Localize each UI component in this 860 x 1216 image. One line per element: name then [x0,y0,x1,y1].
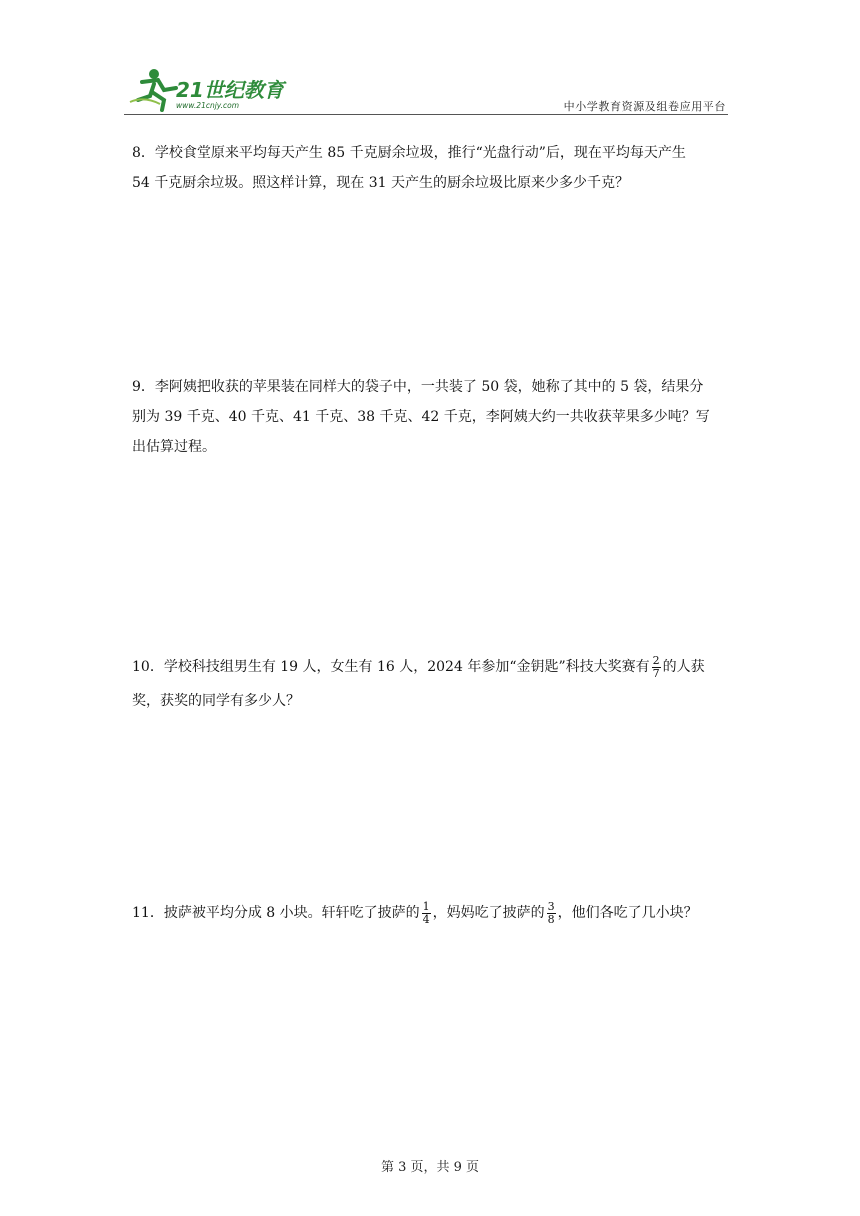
question-9-line-2: 别为 39 千克、40 千克、41 千克、38 千克、42 千克，李阿姨大约一共收获苹果多少吨？写 [132,409,710,425]
question-9-line-3: 出估算过程。 [132,439,216,455]
question-8-line-1: 8．学校食堂原来平均每天产生 85 千克厨余垃圾，推行“光盘行动”后，现在平均每天产生 [132,145,686,161]
question-11-text-b: ，妈妈吃了披萨的 [432,905,545,921]
question-8 [132,138,732,198]
fraction-one-quarter: $\frac{1}{4}$ [422,899,430,926]
logo-text: 21世纪教育 [176,78,284,102]
question-8-line-2: 54 千克厨余垃圾。照这样计算，现在 31 天产生的厨余垃圾比原来少多少千克？ [132,175,629,191]
question-9 [132,372,732,462]
question-11-text-a: 11．披萨被平均分成 8 小块。轩轩吃了披萨的 [132,905,420,921]
fraction-three-eighths: $\frac{3}{8}$ [547,899,555,926]
question-11-line-1 [132,896,732,930]
question-9-line-1: 9．李阿姨把收获的苹果装在同样大的袋子中，一共装了 50 袋，她称了其中的 5 袋，结果分 [132,379,704,395]
question-10-line-2: 奖，获奖的同学有多少人？ [132,693,300,709]
question-11 [132,896,732,930]
question-10-text-b: 的人获 [662,659,705,675]
question-10 [132,650,732,718]
page-footer: 第 3 页，共 9 页 [380,1160,480,1175]
question-10-line-1 [132,650,732,684]
page-header [124,66,728,116]
header-divider [124,114,728,115]
logo-url: www.21cnjy.com [176,101,240,110]
question-11-text-c: ，他们各吃了几小块？ [557,905,698,921]
fraction-two-sevenths: $\frac{2}{7}$ [652,653,660,680]
logo-21cnjy [124,66,294,112]
question-10-text-a: 10．学校科技组男生有 19 人，女生有 16 人，2024 年参加“金钥匙”科技大奖赛有 [132,659,650,675]
platform-name: 中小学教育资源及组卷应用平台 [563,100,726,113]
